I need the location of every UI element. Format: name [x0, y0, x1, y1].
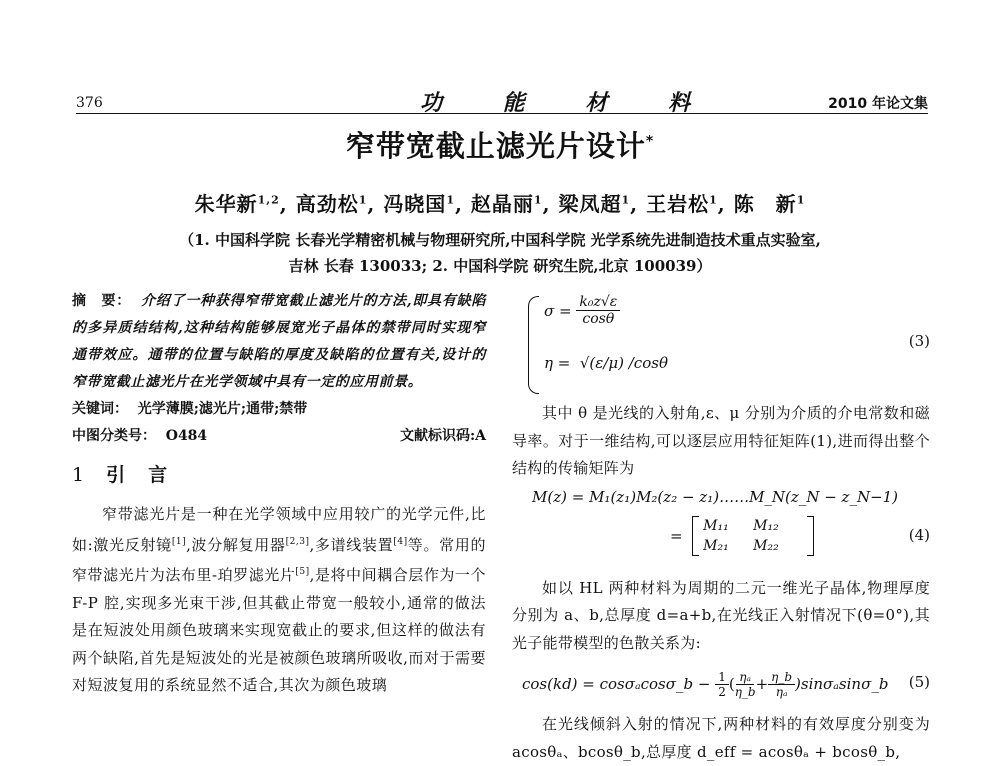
abstract — [72, 288, 486, 396]
author-name: 梁凤超 — [558, 192, 622, 216]
section-heading — [72, 460, 486, 487]
intro-paragraph: 窄带滤光片是一种在光学领域中应用较广的光学元件,比如:激光反射镜[1],波分解复用器[2,3],多谱线装置[4]等。常用的窄带滤光片为法布里-珀罗滤光片[5],是将中间耦合层作为一个 F-P 腔,实现多光束干涉,但其截止带宽一般较小,通常的做法是在短波处用颜色玻璃来实现宽截止的要求,但这样的做法有两个缺陷,首先是短波处的光是被颜色玻璃所吸收,而对于需要对短波复用的系统显然不适合,其次为颜色玻璃 — [72, 505, 486, 694]
author-affiliation-mark: 1,2 — [257, 193, 280, 207]
author-affiliation-mark: 1 — [358, 193, 368, 207]
keywords-label: 关键词： — [72, 401, 128, 417]
paper-title: 窄带宽截止滤光片设计* — [345, 129, 655, 163]
author-affiliation-mark: 1 — [533, 193, 543, 207]
matrix-cell: M₁₁ — [703, 517, 729, 534]
journal-char: 料 — [667, 90, 690, 116]
equation-3 — [512, 292, 930, 400]
clc-label: 中图分类号： — [72, 428, 156, 444]
citation: [2,3] — [285, 536, 310, 547]
author-affiliation-mark: 1 — [709, 193, 718, 207]
left-column — [72, 288, 486, 700]
eq5-half: $\frac{1}{2}$ — [715, 670, 729, 699]
affiliation-line: （1. 中国科学院 长春光学精密机械与物理研究所,中国科学院 光学系统先进制造技术重点实验室, — [179, 231, 821, 249]
equation-number: (3) — [908, 332, 930, 350]
classification-row — [72, 423, 486, 450]
eq5-fraction: $\frac{\text{ηₐ}}{\eta\_b}$ — [734, 669, 756, 699]
equation-5: cos(kd) = cosσₐcosσ_b − $\frac{1}{2}$ ( $\frac{\text{ηₐ}}{\eta\_b}$ + $\frac{\eta\_b}{\text{ηₐ}}$ )sinσₐsinσ_b (5) — [522, 669, 930, 699]
author-affiliation-mark: 1 — [621, 193, 631, 207]
clc-value: O484 — [165, 428, 208, 444]
equation-number: (4) — [908, 525, 930, 544]
eq3-sigma-fraction: $\frac{\text{k₀z√ε}}{\cos\theta}$ — [576, 294, 620, 327]
body-paragraph: 在光线倾斜入射的情况下,两种材料的有效厚度分别变为 acosθₐ、bcosθ_b,总厚度 d_eff = acosθₐ + bcosθ_b, — [512, 715, 930, 761]
matrix-cell: M₁₂ — [753, 517, 779, 534]
author-name: 高劲松 — [295, 192, 359, 216]
matrix-cell: M₂₂ — [753, 537, 779, 554]
right-column — [512, 292, 930, 766]
eq3-eta-lhs: η = — [544, 354, 571, 372]
section-number: 1 — [72, 464, 87, 486]
author-name: 朱华新 — [194, 192, 258, 216]
doc-code-value: A — [475, 428, 486, 444]
keywords — [72, 396, 486, 423]
equation-number: (5) — [908, 673, 930, 691]
left-brace — [528, 296, 539, 394]
author-name: 赵晶丽 — [470, 192, 534, 216]
page-number: 376 — [76, 95, 103, 111]
author-affiliation-mark: 1 — [446, 193, 455, 207]
abstract-label: 摘 要： — [72, 293, 132, 309]
author-name: 冯晓国 — [383, 192, 447, 216]
equation-4-matrix — [512, 511, 930, 561]
header-rule — [76, 113, 928, 114]
abstract-text: 介绍了一种获得窄带宽截止滤光片的方法,即具有缺陷的多异质结结构,这种结构能够展宽光子晶体的禁带同时实现窄通带效应。通带的位置与缺陷的厚度及缺陷的位置有关,设计的窄带宽截止滤光片在光学领域中具有一定的应用前景。 — [72, 293, 486, 390]
eq3-sigma-lhs: σ = — [544, 301, 572, 320]
author-list: 朱华新$^{1,2}$, 高劲松$^1$, 冯晓国$^1$, 赵晶丽$^1$, 梁凤超$^1$, 王岩松$^1$, 陈 新$^1$ — [194, 192, 806, 216]
eq5-fraction: $\frac{\eta\_b}{\text{ηₐ}}$ — [768, 670, 795, 699]
journal-char: 功 — [420, 90, 443, 116]
section-title: 引 言 — [106, 464, 170, 486]
equation-4-line1: M(z) = M₁(z₁)M₂(z₂ − z₁)……M_N(z_N − z_N−1) — [532, 487, 899, 506]
doc-code-label: 文献标识码: — [399, 428, 476, 444]
citation: [5] — [295, 567, 310, 577]
eq3-eta-rhs: √(ε/μ) /cosθ — [579, 354, 668, 372]
citation: [4] — [393, 536, 408, 547]
title-footnote-mark: * — [645, 133, 655, 150]
affiliation-line: 吉林 长春 130033; 2. 中国科学院 研究生院,北京 100039） — [288, 257, 712, 275]
journal-char: 材 — [585, 90, 608, 116]
eq4-equals: = — [670, 526, 683, 545]
author-name: 陈 新 — [733, 192, 797, 216]
matrix-cell: M₂₁ — [703, 537, 729, 554]
body-paragraph: 其中 θ 是光线的入射角,ε、μ 分别为介质的介电常数和磁导率。对于一维结构,可以逐层应用特征矩阵(1),进而得出整个结构的传输矩阵为 — [512, 404, 930, 477]
transfer-matrix — [692, 516, 814, 556]
citation: [1] — [171, 536, 187, 547]
author-affiliation-mark: 1 — [796, 193, 806, 207]
year-label: 2010 年论文集 — [828, 96, 928, 112]
journal-char: 能 — [502, 90, 525, 116]
body-paragraph: 如以 HL 两种材料为周期的二元一维光子晶体,物理厚度分别为 a、b,总厚度 d=a+b,在光线正入射情况下(θ=0°),其光子能带模型的色散关系为: — [512, 578, 930, 652]
keywords-text: 光学薄膜;滤光片;通带;禁带 — [137, 401, 308, 417]
author-name: 王岩松 — [646, 192, 710, 216]
